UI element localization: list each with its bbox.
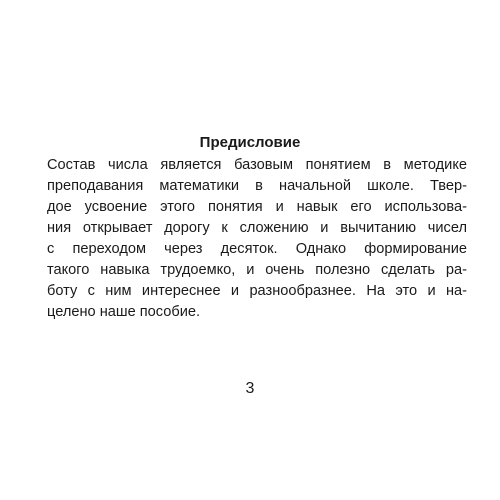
- page-title: Предисловие: [199, 134, 301, 151]
- paragraph-line: боту с ним интереснее и разнообразнее. На это и на-: [47, 283, 467, 299]
- paragraph-line: ния открывает дорогу к сложению и вычитанию чисел: [47, 220, 467, 236]
- paragraph-line: дое усвоение этого понятия и навык его использова-: [47, 199, 467, 215]
- paragraph-line: Состав числа является базовым понятием в методике: [47, 157, 467, 173]
- paragraph-line: целено наше пособие.: [47, 304, 201, 320]
- page-number: 3: [245, 380, 255, 397]
- paragraph-line: с переходом через десяток. Однако формирование: [47, 241, 467, 257]
- paragraph-line: преподавания математики в начальной школе. Твер-: [47, 178, 467, 194]
- paragraph-line: такого навыка трудоемко, и очень полезно сделать ра-: [47, 262, 467, 278]
- preface-paragraph: [47, 155, 467, 323]
